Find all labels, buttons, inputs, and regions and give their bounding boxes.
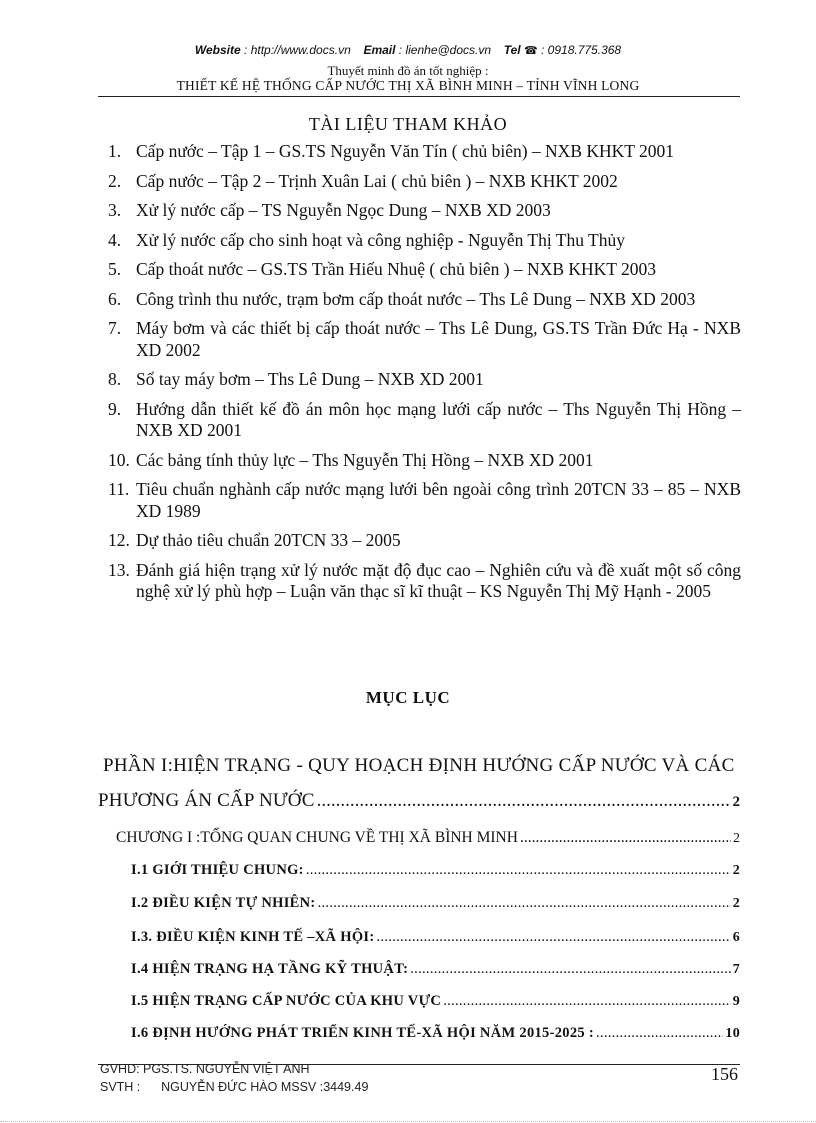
toc-entry-title: I.3. ĐIỀU KIỆN KINH TẾ –XÃ HỘI: — [131, 929, 375, 945]
reference-text: Công trình thu nước, trạm bơm cấp thoát nước – Ths Lê Dung – NXB XD 2003 — [136, 288, 696, 309]
reference-text: Cấp nước – Tập 2 – Trịnh Xuân Lai ( chủ biên ) – NXB KHKT 2002 — [136, 170, 618, 191]
toc-leader-dots — [317, 790, 731, 812]
footer-supervisor: GVHD: PGS.TS. NGUYỄN VIỆT ANH — [100, 1062, 310, 1076]
reference-number: 9. — [108, 398, 122, 419]
reference-text: Sổ tay máy bơm – Ths Lê Dung – NXB XD 2001 — [136, 369, 484, 389]
toc-page-number: 10 — [725, 1026, 740, 1041]
reference-number: 3. — [108, 200, 122, 220]
toc-entry-title: PHƯƠNG ÁN CẤP NƯỚC — [98, 790, 315, 811]
toc-heading: MỤC LỤC — [365, 688, 451, 707]
reference-text: Tiêu chuẩn nghành cấp nước mạng lưới bên ngoài công trình 20TCN 33 – 85 – NXB XD 1989 — [136, 479, 741, 521]
toc-entry-section[interactable] — [131, 961, 740, 978]
tel-number: : 0918.775.368 — [541, 43, 622, 57]
phone-icon: ☎ — [523, 45, 538, 57]
reference-number: 8. — [108, 369, 122, 389]
reference-number: 5. — [108, 259, 122, 279]
toc-leader-dots — [306, 862, 731, 879]
email-address[interactable]: : lienhe@docs.vn — [398, 43, 492, 57]
tel-label: Tel — [503, 43, 521, 57]
reference-text: Cấp nước – Tập 1 – GS.TS Nguyễn Văn Tín ( chủ biên) – NXB KHKT 2001 — [136, 141, 675, 161]
toc-leader-dots — [377, 929, 731, 946]
toc-page-number: 2 — [732, 863, 740, 878]
toc-entry-title: CHƯƠNG I :TỔNG QUAN CHUNG VỀ THỊ XÃ BÌNH MINH — [116, 829, 518, 846]
reference-number: 11. — [108, 479, 130, 499]
reference-text: Cấp thoát nước – GS.TS Trần Hiếu Nhuệ ( chủ biên ) – NXB KHKT 2003 — [136, 259, 657, 279]
toc-entry-section[interactable] — [131, 993, 740, 1010]
toc-entry-section[interactable] — [131, 895, 740, 912]
toc-entry-title: I.5 HIỆN TRẠNG CẤP NƯỚC CỦA KHU VỰC — [131, 993, 442, 1009]
toc-leader-dots — [318, 895, 731, 912]
toc-page-number: 2 — [733, 831, 740, 846]
reference-text: Xử lý nước cấp – TS Nguyễn Ngọc Dung – NXB XD 2003 — [136, 200, 551, 220]
reference-number: 4. — [108, 229, 122, 250]
toc-page-number: 6 — [732, 930, 740, 945]
website-label: Website — [194, 43, 241, 57]
reference-number: 7. — [108, 318, 122, 338]
toc-entry-section[interactable] — [131, 1025, 740, 1042]
footer-student: SVTH : NGUYỄN ĐỨC HÀO MSSV :3449.49 — [100, 1080, 369, 1094]
reference-number: 13. — [108, 559, 130, 580]
toc-entry-section[interactable] — [131, 862, 740, 879]
reference-number: 1. — [108, 141, 122, 161]
project-title: THIẾT KẾ HỆ THỐNG CẤP NƯỚC THỊ XÃ BÌNH MINH – TỈNH VĨNH LONG — [176, 78, 640, 93]
reference-number: 12. — [108, 530, 130, 550]
reference-text: Các bảng tính thủy lực – Ths Nguyễn Thị Hồng – NXB XD 2001 — [136, 449, 594, 470]
toc-leader-dots — [596, 1025, 723, 1042]
toc-page-number: 9 — [732, 994, 740, 1009]
reference-text: Dự thảo tiêu chuẩn 20TCN 33 – 2005 — [136, 530, 401, 550]
reference-text: Đánh giá hiện trạng xử lý nước mặt độ đục cao – Nghiên cứu và đề xuất một số công nghệ xử lý phù hợp – Luận văn thạc sĩ kĩ thuật – KS Nguyễn Thị Mỹ Hạnh - 2005 — [136, 559, 741, 601]
reference-text: Xử lý nước cấp cho sinh hoạt và công nghiệp - Nguyễn Thị Thu Thủy — [136, 229, 625, 250]
reference-number: 6. — [108, 288, 122, 309]
toc-leader-dots — [520, 829, 731, 847]
reference-text: Hướng dẫn thiết kế đồ án môn học mạng lưới cấp nước – Ths Nguyễn Thị Hồng – NXB XD 2001 — [136, 398, 741, 440]
page-bottom-edge — [0, 1121, 816, 1122]
toc-entry-section[interactable] — [131, 929, 740, 946]
reference-number: 10. — [108, 449, 130, 470]
toc-page-number: 2 — [732, 896, 740, 911]
toc-entry-title: I.4 HIỆN TRẠNG HẠ TẦNG KỸ THUẬT: — [131, 961, 409, 977]
page-number: 156 — [711, 1064, 738, 1084]
toc-part-title-line1[interactable]: PHẦN I:HIỆN TRẠNG - QUY HOẠCH ĐỊNH HƯỚNG CẤP NƯỚC VÀ CÁC — [103, 755, 735, 776]
document-subtitle: Thuyết minh đồ án tốt nghiệp : — [327, 63, 489, 78]
toc-page-number: 2 — [732, 794, 740, 810]
website-url[interactable]: : http://www.docs.vn — [244, 43, 351, 57]
toc-entry-title: I.2 ĐIỀU KIỆN TỰ NHIÊN: — [131, 895, 316, 911]
reference-number: 2. — [108, 170, 122, 191]
toc-leader-dots — [443, 993, 731, 1010]
reference-text: Máy bơm và các thiết bị cấp thoát nước – Ths Lê Dung, GS.TS Trần Đức Hạ - NXB XD 2002 — [136, 318, 741, 360]
references-heading: TÀI LIỆU THAM KHẢO — [308, 114, 508, 134]
toc-entry-part-1[interactable] — [98, 790, 740, 812]
toc-entry-title: I.6 ĐỊNH HƯỚNG PHÁT TRIỂN KINH TẾ-XÃ HỘI NĂM 2015-2025 : — [131, 1025, 594, 1041]
toc-entry-chapter-1[interactable] — [116, 829, 740, 847]
toc-page-number: 7 — [732, 962, 740, 977]
toc-leader-dots — [410, 961, 730, 978]
email-label: Email — [363, 43, 396, 57]
toc-entry-title: I.1 GIỚI THIỆU CHUNG: — [131, 862, 304, 878]
